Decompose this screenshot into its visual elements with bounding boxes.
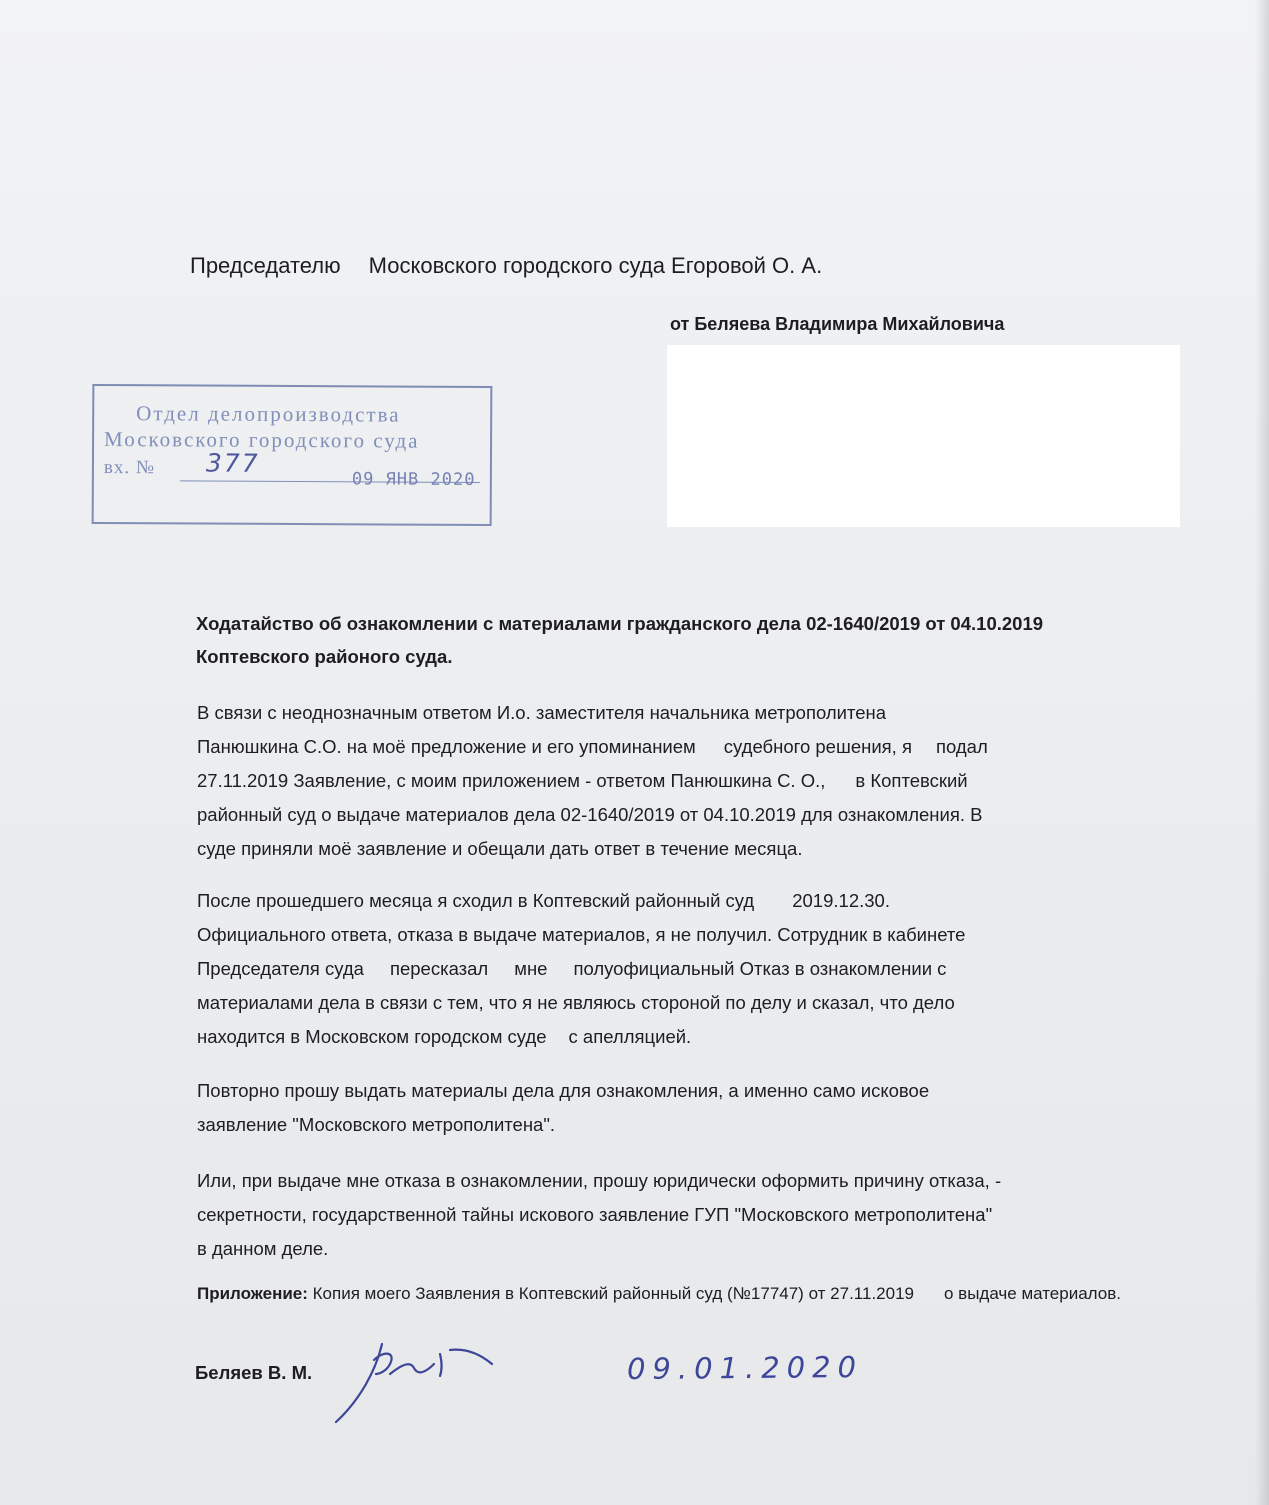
paragraph-line: находится в Московском городском суде с апелляцией. (197, 1026, 692, 1047)
paragraph-line: Председателя суда пересказал мне полуофициальный Отказ в ознакомлении с (197, 958, 947, 979)
stamp-department: Отдел делопроизводства (136, 401, 401, 427)
paragraph-line: В связи с неоднозначным ответом И.о. заместителя начальника метрополитена (197, 702, 887, 723)
paragraph-3 (197, 1074, 929, 1142)
paragraph-line: Официального ответа, отказа в выдаче материалов, я не получил. Сотрудник в кабинете (197, 924, 966, 945)
attachment-note (197, 1280, 1172, 1307)
page-edge-shadow (1255, 0, 1269, 1505)
redacted-block (667, 345, 1180, 527)
paragraph-line: секретности, государственной тайны искового заявление ГУП "Московского метрополитена" (197, 1204, 993, 1225)
attachment-label: Приложение: (197, 1284, 308, 1303)
handwritten-signature (330, 1330, 510, 1430)
attachment-text: Копия моего Заявления в Коптевский районный суд (№17747) от 27.11.2019 (312, 1284, 914, 1303)
paragraph-1 (197, 696, 988, 866)
paragraph-2 (197, 884, 965, 1054)
sender-line: от Беляева Владимира Михайловича (670, 314, 1005, 334)
paragraph-line: Повторно прошу выдать материалы дела для ознакомления, а именно само исковое (197, 1080, 930, 1101)
paragraph-4 (197, 1164, 1001, 1266)
paragraph-line: в данном деле. (197, 1238, 329, 1259)
paragraph-line: Или, при выдаче мне отказа в ознакомлении, прошу юридически оформить причину отказа, - (197, 1170, 1002, 1191)
document-heading: Ходатайство об ознакомлении с материалами гражданского дела 02-1640/2019 от 04.10.2019 Коптевского районого суда. (196, 613, 1044, 667)
handwritten-date: 09.01.2020 (626, 1349, 864, 1387)
addressee-court: Московского городского суда Егоровой О. А. (368, 253, 823, 278)
stamp-court: Московского городского суда (104, 427, 420, 453)
paragraph-line: После прошедшего месяца я сходил в Коптевский районный суд 2019.12.30. (197, 890, 890, 911)
paragraph-line: районный суд о выдаче материалов дела 02-1640/2019 от 04.10.2019 для ознакомления. В (197, 804, 983, 825)
paragraph-line: материалами дела в связи с тем, что я не являюсь стороной по делу и сказал, что дело (197, 992, 955, 1013)
stamp-handwritten-number: 377 (205, 448, 260, 478)
registration-stamp (92, 384, 493, 526)
stamp-incoming-label: вх. № (103, 457, 156, 479)
addressee-title: Председателю (190, 253, 341, 278)
stamp-date: 09 ЯНВ 2020 (351, 469, 476, 490)
signer-name: Беляев В. М. (195, 1362, 313, 1383)
paragraph-line: заявление "Московского метрополитена". (197, 1114, 556, 1135)
paragraph-line: 27.11.2019 Заявление, с моим приложением - ответом Панюшкина С. О., в Коптевский (197, 770, 968, 791)
addressee-line (190, 253, 822, 279)
attachment-text-cont: о выдаче материалов. (943, 1284, 1121, 1303)
paragraph-line: Панюшкина С.О. на моё предложение и его упоминанием судебного решения, я подал (197, 736, 988, 757)
paragraph-line: суде приняли моё заявление и обещали дать ответ в течение месяца. (197, 838, 803, 859)
